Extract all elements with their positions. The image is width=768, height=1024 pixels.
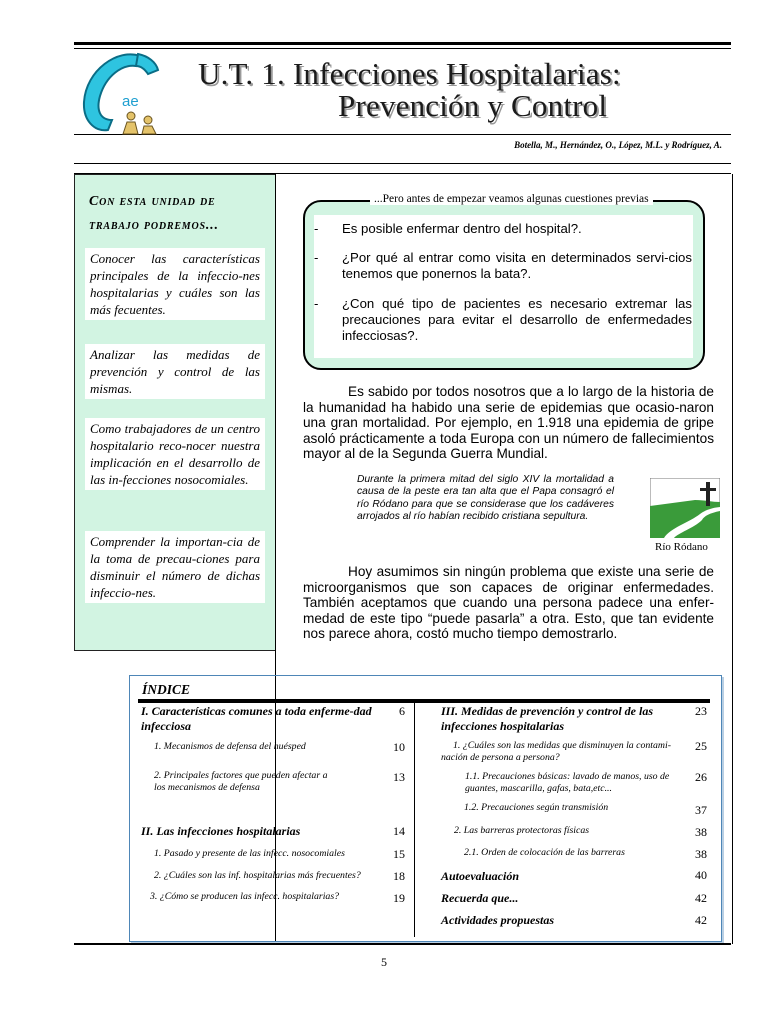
- question-text: Es posible enfermar dentro del hospital?.: [342, 221, 582, 236]
- objective-3: Como trabajadores de un centro hospitalario reco-nocer nuestra implicación en el desarrollo de las in-fecciones nosocomiales.: [85, 418, 265, 490]
- question-2: [314, 250, 692, 282]
- question-dash: -: [314, 296, 319, 311]
- header-bottom-rule: [74, 134, 731, 135]
- index-page: 37: [695, 803, 707, 817]
- sidebar-title: Con esta unidad de trabajo podremos...: [89, 194, 219, 233]
- question-text: ¿Con qué tipo de pacientes es necesario extremar las precauciones para evitar el desarrollo de enfermedades infecciosas?.: [342, 296, 692, 343]
- index-page: 6: [399, 704, 405, 718]
- index-page: 14: [393, 824, 405, 838]
- index-entry[interactable]: III. Medidas de prevención y control de las infecciones hospitalarias: [441, 704, 653, 733]
- question-dash: -: [314, 221, 319, 236]
- index-entry[interactable]: I. Características comunes a toda enferme-dad infecciosa: [141, 704, 372, 733]
- index-page: 42: [695, 913, 707, 927]
- rhone-river-image: [650, 478, 720, 538]
- authors: Botella, M., Hernández, O., López, M.L. y Rodríguez, A.: [514, 140, 722, 150]
- index-page: 18: [393, 869, 405, 883]
- header-top-rule-thin: [74, 48, 731, 49]
- index-entry[interactable]: 1.2. Precauciones según transmisión: [464, 802, 609, 813]
- index-page: 42: [695, 891, 707, 905]
- index-page: 26: [695, 770, 707, 784]
- index-page: 40: [695, 868, 707, 882]
- index-entry[interactable]: Recuerda que...: [441, 891, 519, 905]
- page-number: 5: [381, 955, 387, 969]
- river-cross-icon: [650, 478, 720, 538]
- index-entry[interactable]: 2.1. Orden de colocación de las barreras: [464, 847, 625, 858]
- index-page: 19: [393, 891, 405, 905]
- questions-title: ...Pero antes de empezar veamos algunas cuestiones previas: [370, 193, 653, 205]
- index-entry[interactable]: 1.1. Precauciones básicas: lavado de manos, uso de guantes, mascarilla, gafas, bata,etc...: [465, 771, 670, 794]
- index-entry[interactable]: II. Las infecciones hospitalarias: [141, 824, 301, 838]
- paragraph-1: Es sabido por todos nosotros que a lo largo de la historia de la humanidad ha habido una serie de epidemias que ocasio-naron una gran mortalidad. Por ejemplo, en 1.918 una epidemia de gripe asoló prácticamente a toda Europa con un número de fallecimientos mayor al de la Segunda Guerra Mundial.: [303, 384, 714, 461]
- index-entry[interactable]: 1. ¿Cuáles son las medidas que disminuyen la contami-nación de persona a persona?: [441, 740, 671, 763]
- index-entry[interactable]: Actividades propuestas: [441, 913, 554, 927]
- objective-2: Analizar las medidas de prevención y control de las mismas.: [85, 344, 265, 399]
- index-column-divider: [414, 703, 415, 937]
- index-entry[interactable]: 1. Mecanismos de defensa del huésped: [154, 741, 306, 752]
- question-3: [314, 296, 692, 344]
- authors-bottom-rule: [74, 163, 731, 164]
- objective-4: Comprender la importan-cia de la toma de precau-ciones para disminuir el número de dichas infeccio-nes.: [85, 531, 265, 603]
- objectives-sidebar: [74, 174, 276, 651]
- question-text: ¿Por qué al entrar como visita en determinados servi-cios tenemos que ponernos la bata?.: [342, 250, 692, 281]
- index-page: 38: [695, 825, 707, 839]
- index-page: 10: [393, 740, 405, 754]
- title-line-1: U.T. 1. Infecciones Hospitalarias:: [198, 56, 621, 91]
- right-border: [732, 174, 733, 944]
- index-page: 23: [695, 704, 707, 718]
- index-entry[interactable]: 2. Principales factores que pueden afectar a los mecanismos de defensa: [154, 770, 328, 793]
- header-top-rule-thick: [74, 42, 731, 45]
- logo-graphic: [78, 50, 168, 135]
- question-dash: -: [314, 250, 319, 265]
- index-title: ÍNDICE: [142, 682, 191, 697]
- index-page: 38: [695, 847, 707, 861]
- index-page: 15: [393, 847, 405, 861]
- objective-1: Conocer las características principales de la infeccio-nes hospitalarias y cuáles son las más fecuentes.: [85, 248, 265, 320]
- index-entry[interactable]: 2. Las barreras protectoras físicas: [454, 825, 590, 836]
- index-entry[interactable]: 2. ¿Cuáles son las inf. hospitalarias más frecuentes?: [154, 870, 361, 881]
- title-line-2: Prevención y Control: [338, 88, 608, 123]
- index-page: 25: [695, 739, 707, 753]
- plague-quote: Durante la primera mitad del siglo XIV la mortalidad a causa de la peste era tan alta que el Papa consagró el río Ródano para que se considerase que los cadáveres arrojados al río habían recibido cristiana sepultura.: [357, 474, 614, 522]
- index-entry[interactable]: Autoevaluación: [441, 869, 520, 883]
- paragraph-2: Hoy asumimos sin ningún problema que existe una serie de microorganismos que son capaces de originar enfermedades. También aceptamos que cuando una persona padece una enfer-medad de este tipo “puede pasarla” a otra. Esto, que tan evidente nos parece ahora, costó mucho tiempo demostrarlo.: [303, 564, 714, 641]
- logo-text: ae: [122, 93, 139, 110]
- cae-logo: [78, 50, 168, 135]
- index-page: 13: [393, 770, 405, 784]
- index-rule: [138, 699, 710, 703]
- footer-rule: [74, 943, 731, 945]
- image-caption: Río Ródano: [655, 541, 708, 553]
- question-1: [314, 221, 692, 237]
- index-entry[interactable]: 3. ¿Cómo se producen las infecc. hospitalarias?: [150, 891, 340, 902]
- index-entry[interactable]: 1. Pasado y presente de las infecc. nosocomiales: [154, 848, 345, 859]
